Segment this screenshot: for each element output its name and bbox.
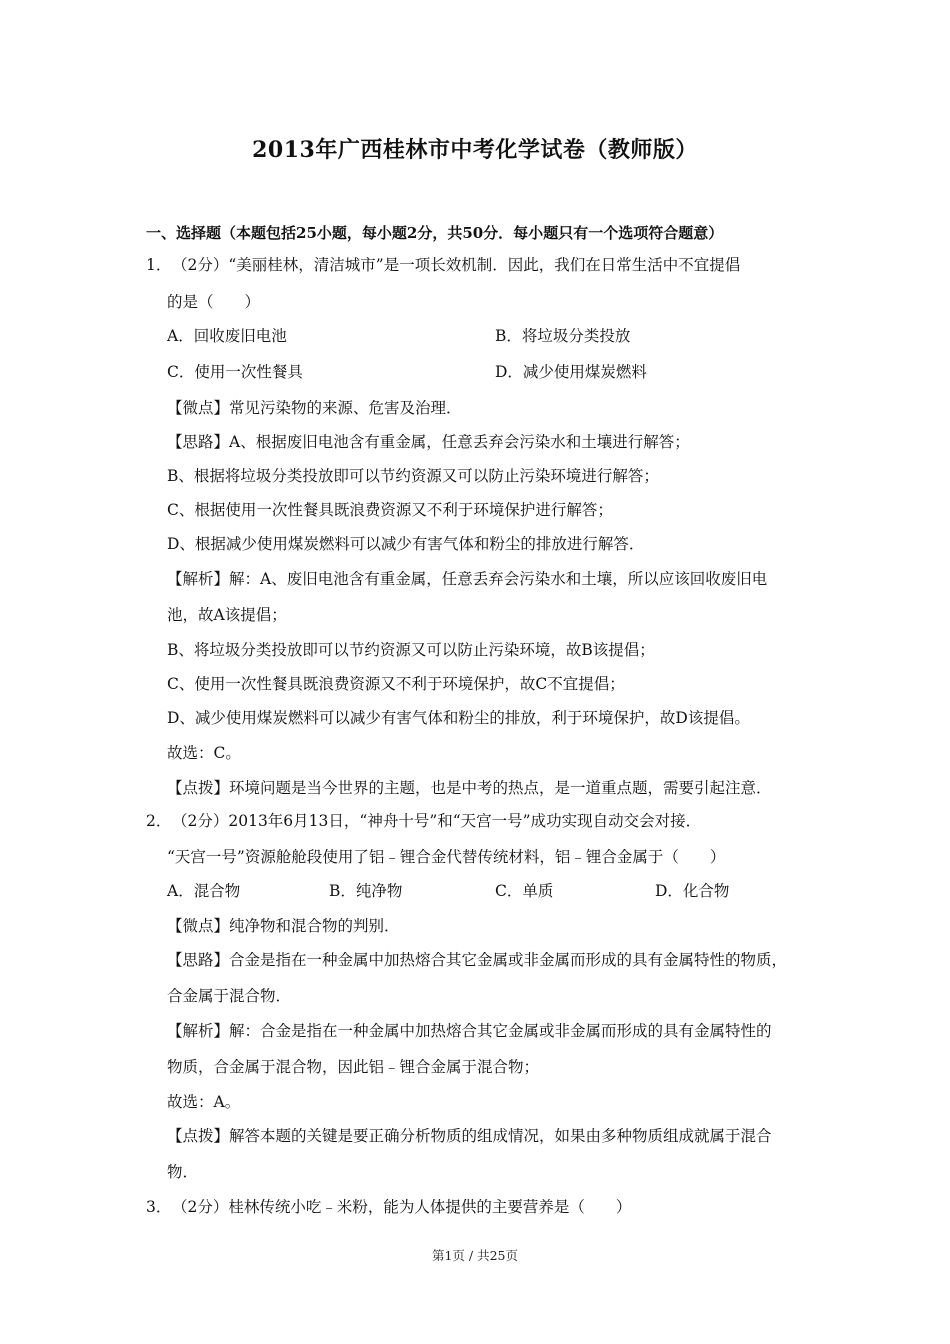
option-a: A．回收废旧电池 [167,327,287,345]
weidian-note: 【微点】纯净物和混合物的判别． [167,917,400,935]
question-2-stem-cont: “天宫一号”资源舱舱段使用了铝﹣锂合金代替传统材料，铝﹣锂合金属于（ ） [167,848,726,866]
section-heading: 一、选择题（本题包括25小题，每小题2分，共50分．每小题只有一个选项符合题意） [146,224,724,242]
jiexi-line: B、将垃圾分类投放即可以节约资源又可以防止污染环境，故B该提倡； [167,641,655,659]
silu-line: D、根据减少使用煤炭燃料可以减少有害气体和粉尘的排放进行解答． [167,535,645,553]
silu-line: C、根据使用一次性餐具既浪费资源又不利于环境保护进行解答； [167,501,613,519]
jiexi-line: 【解析】解：合金是指在一种金属中加热熔合其它金属或非金属而形成的具有金属特性的 [167,1022,772,1040]
jiexi-line: 【解析】解：A、废旧电池含有重金属，任意丢弃会污染水和土壤，所以应该回收废旧电 [167,570,768,588]
silu-line: 【思路】合金是指在一种金属中加热熔合其它金属或非金属而形成的具有金属特性的物质， [167,951,788,969]
question-2-stem [146,811,701,831]
question-number: 3． [146,1198,172,1216]
question-3-stem [146,1197,631,1217]
silu-line: 【思路】A、根据废旧电池含有重金属，任意丢弃会污染水和土壤进行解答； [167,433,690,451]
question-number: 2． [146,812,172,830]
option-a: A．混合物 [167,882,241,900]
dianbo-note: 【点拨】环境问题是当今世界的主题，也是中考的热点，是一道重点题，需要引起注意． [167,779,772,797]
question-1-stem [146,255,740,275]
question-text: （2分）2013年6月13日，“神舟十号”和“天宫一号”成功实现自动交会对接． [172,812,702,830]
jiexi-line: 故选：C。 [167,744,241,762]
jiexi-line: 物质，合金属于混合物，因此铝﹣锂合金属于混合物； [167,1058,540,1076]
option-c: C．使用一次性餐具 [167,363,303,381]
option-d: D．化合物 [655,882,730,900]
jiexi-line: C、使用一次性餐具既浪费资源又不利于环境保护，故C不宜提倡； [167,675,625,693]
question-text: （2分）“美丽桂林，清洁城市”是一项长效机制．因此，我们在日常生活中不宜提倡 [172,256,741,274]
jiexi-line: 池，故A该提倡； [167,606,287,624]
dianbo-note-cont: 物． [167,1163,199,1181]
question-1-stem-cont: 的是（ ） [167,293,261,311]
question-number: 1． [146,256,172,274]
option-b: B．纯净物 [329,882,403,900]
option-b: B．将垃圾分类投放 [495,327,631,345]
jiexi-line: 故选：A。 [167,1093,241,1111]
question-text: （2分）桂林传统小吃﹣米粉，能为人体提供的主要营养是（ ） [172,1198,632,1216]
weidian-note: 【微点】常见污染物的来源、危害及治理． [167,399,462,417]
silu-line: 合金属于混合物． [167,987,292,1005]
silu-line: B、根据将垃圾分类投放即可以节约资源又可以防止污染环境进行解答； [167,467,659,485]
option-d: D．减少使用煤炭燃料 [495,363,647,381]
dianbo-note: 【点拨】解答本题的关键是要正确分析物质的组成情况，如果由多种物质组成就属于混合 [167,1127,772,1145]
jiexi-line: D、减少使用煤炭燃料可以减少有害气体和粉尘的排放，利于环境保护，故D该提倡。 [167,709,750,727]
page-title: 2013年广西桂林市中考化学试卷（教师版） [252,137,698,163]
page-footer: 第1页 / 共25页 [431,1248,519,1263]
option-c: C．单质 [495,882,554,900]
